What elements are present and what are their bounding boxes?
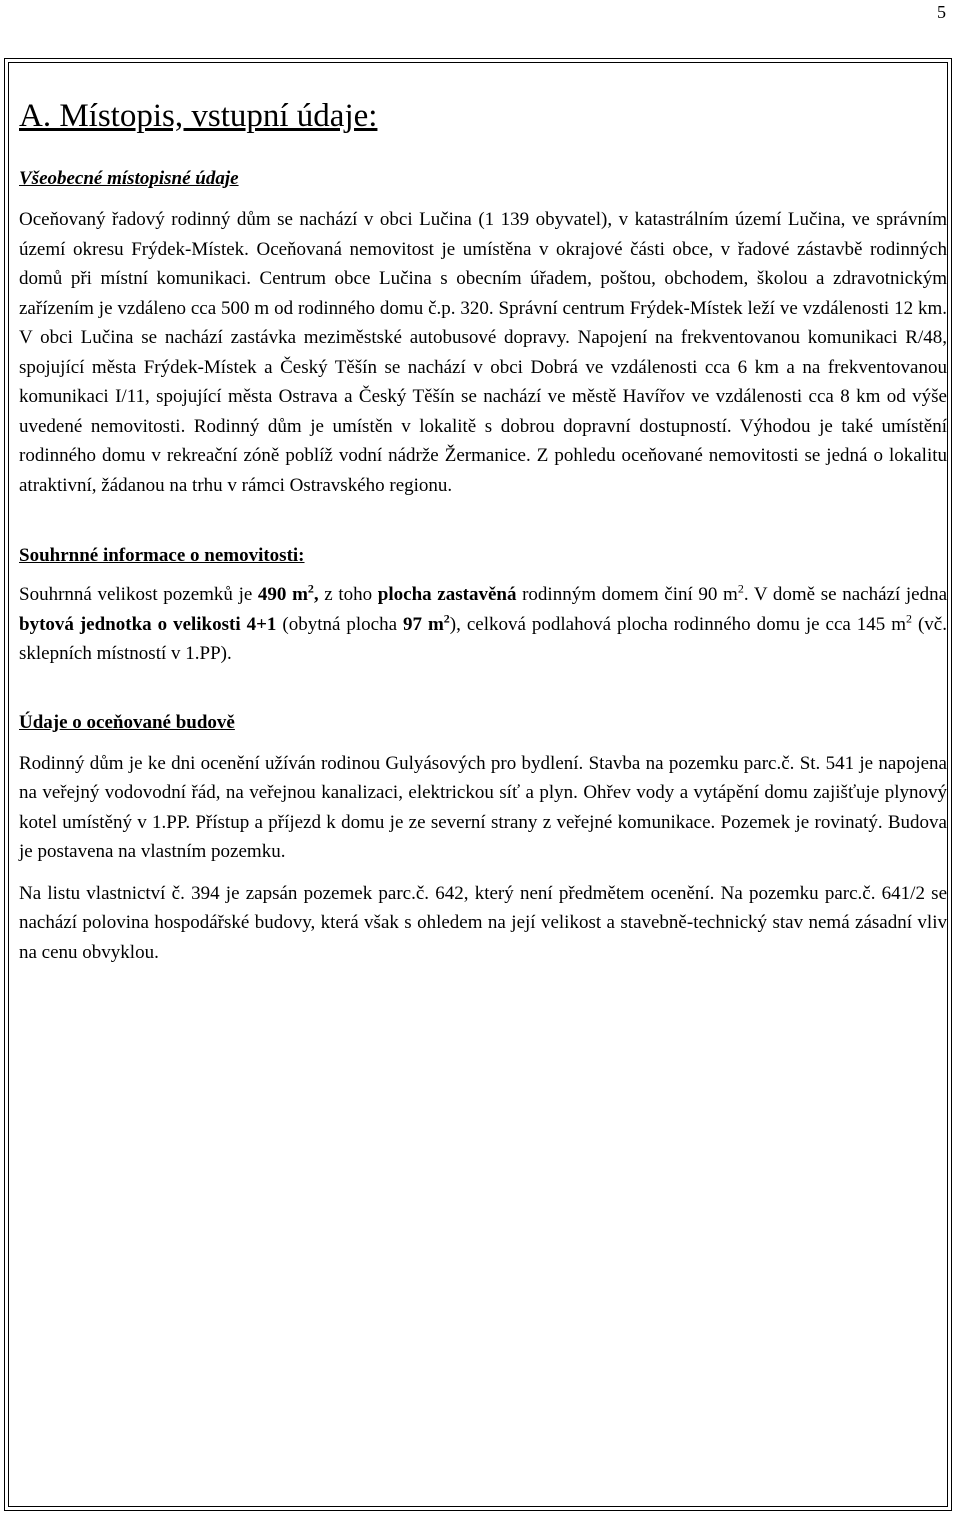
section-heading-general: Všeobecné místopisné údaje [19,168,239,189]
document-title: A. Místopis, vstupní údaje: [19,98,378,134]
page-number: 5 [937,2,946,22]
section-paragraph-building-2: Na listu vlastnictví č. 394 je zapsán pozemek parc.č. 642, který není předmětem ocenění. Na pozemku parc.č. 641/2 se nachází polovina hospodářské budovy, která však s ohledem na její velikost a stavebně-technický stav nemá zásadní vliv na cenu obvyklou. [19,882,947,963]
document-content [19,96,947,967]
section-paragraph-summary: Souhrnná velikost pozemků je 490 $m^2$, z toho plocha zastavěná rodinným domem činí 90 $m^2$. V domě se nachází jedna bytová jednotka o velikosti 4+1 (obytná plocha 97 $m^2$), celková podlahová plocha rodinného domu je cca 145 $m^2$ (vč. sklepních místností v 1.PP). [19,581,948,664]
section-paragraph-building-1: Rodinný dům je ke dni ocenění užíván rodinou Gulyásových pro bydlení. Stavba na pozemku parc.č. St. 541 je napojena na veřejný vodovodní řád, na veřejnou kanalizaci, elektrickou síť a plyn. Ohřev vody a vytápění domu zajišťuje plynový kotel umístěný v 1.PP. Přístup a příjezd k domu je ze severní strany z veřejné komunikace. Pozemek je rovinatý. Budova je postavena na vlastním pozemku. [19,752,947,862]
section-heading-building: Údaje o oceňované budově [19,711,235,733]
section-heading-summary: Souhrnné informace o nemovitosti: [19,545,305,566]
section-paragraph-general: Oceňovaný řadový rodinný dům se nachází v obci Lučina (1 139 obyvatel), v katastrálním území Lučina, ve správním území okresu Frýdek-Místek. Oceňovaná nemovitost je umístěna v okrajové části obce, v řadové zástavbě rodinných domů při místní komunikaci. Centrum obce Lučina s obecním úřadem, poštou, obchodem, školou a zdravotnickým zařízením je vzdáleno cca 500 m od rodinného domu č.p. 320. Správní centrum Frýdek-Místek leží ve vzdálenosti 12 km. V obci Lučina se nachází zastávka meziměstské autobusové dopravy. Napojení na frekventovanou komunikaci R/48, spojující města Frýdek-Místek a Český Těšín se nachází v obci Dobrá ve vzdálenosti cca 6 km a na frekventovanou komunikaci I/11, spojující města Ostrava a Český Těšín se nachází ve městě Havířov ve vzdálenosti cca 8 km od výše uvedené nemovitosti. Rodinný dům je umístěn v lokalitě s dobrou dopravní dostupností. Výhodou je také umístění rodinného domu v rekreační zóně poblíž vodní nádrže Žermanice. Z pohledu oceňované nemovitosti se jedná o lokalitu atraktivní, žádanou na trhu v rámci Ostravského regionu. [19,209,947,496]
